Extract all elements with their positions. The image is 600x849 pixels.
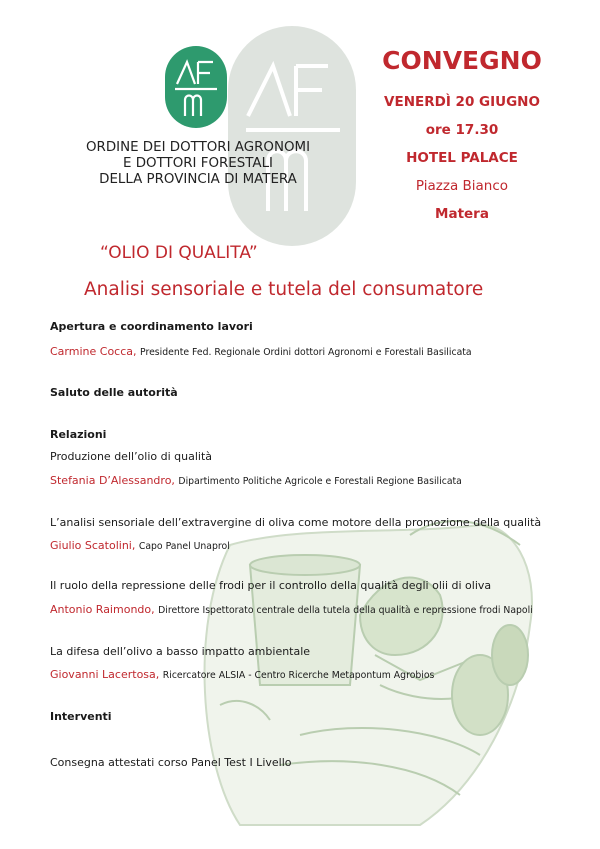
- closing-item: Consegna attestati corso Panel Test I Livello: [50, 756, 292, 769]
- logo-small-badge: [165, 46, 227, 128]
- opening-label: Apertura e coordinamento lavori: [50, 320, 253, 333]
- event-heading: CONVEGNO: [382, 46, 542, 75]
- opening-speaker-row: [50, 345, 472, 358]
- talk-2-speaker: Giulio Scatolini,: [50, 539, 136, 552]
- logo-large-mark: [228, 26, 356, 246]
- event-city: Matera: [435, 206, 489, 222]
- opening-speaker: Carmine Cocca,: [50, 345, 137, 358]
- talk-1-title: Produzione dell’olio di qualità: [50, 450, 213, 463]
- talk-2-title: L’analisi sensoriale dell’extravergine di oliva come motore della promozione della qualità: [50, 516, 542, 529]
- talk-2-speaker-row: [50, 539, 230, 552]
- greetings-label: Saluto delle autorità: [50, 386, 178, 399]
- org-line-1: ORDINE DEI DOTTORI AGRONOMI: [85, 140, 311, 155]
- org-line-2: E DOTTORI FORESTALI: [123, 156, 273, 171]
- talk-4-title: La difesa dell’olivo a basso impatto ambientale: [50, 645, 311, 658]
- event-time: ore 17.30: [425, 122, 499, 138]
- page-title: “OLIO DI QUALITA”: [100, 243, 258, 263]
- logo-large-badge: [228, 26, 356, 246]
- talk-1-speaker: Stefania D’Alessandro,: [50, 474, 175, 487]
- organization-name: [82, 140, 314, 188]
- talk-3-title: Il ruolo della repressione delle frodi per il controllo della qualità degli olii di oliva: [50, 579, 492, 592]
- interventions-label: Interventi: [50, 710, 112, 723]
- talk-1-speaker-row: [50, 474, 462, 487]
- talk-3-speaker: Antonio Raimondo,: [50, 603, 155, 616]
- talk-1-role: Dipartimento Politiche Agricole e Forestali Regione Basilicata: [178, 476, 462, 487]
- event-date: VENERDÌ 20 GIUGNO: [384, 94, 540, 110]
- event-street: Piazza Bianco: [415, 178, 509, 194]
- event-venue: HOTEL PALACE: [406, 150, 518, 166]
- talk-3-role: Direttore Ispettorato centrale della tutela della qualità e repressione frodi Napoli: [158, 605, 533, 616]
- talk-4-speaker: Giovanni Lacertosa,: [50, 668, 160, 681]
- logo-small-mark: [165, 46, 227, 128]
- org-line-3: DELLA PROVINCIA DI MATERA: [99, 172, 297, 187]
- page-subtitle: Analisi sensoriale e tutela del consumatore: [84, 279, 484, 300]
- opening-role: Presidente Fed. Regionale Ordini dottori Agronomi e Forestali Basilicata: [140, 347, 472, 358]
- talk-3-speaker-row: [50, 603, 533, 616]
- reports-label: Relazioni: [50, 428, 107, 441]
- talk-4-role: Ricercatore ALSIA - Centro Ricerche Metapontum Agrobios: [162, 670, 435, 681]
- talk-2-role: Capo Panel Unaprol: [138, 541, 230, 552]
- talk-4-speaker-row: [50, 668, 434, 681]
